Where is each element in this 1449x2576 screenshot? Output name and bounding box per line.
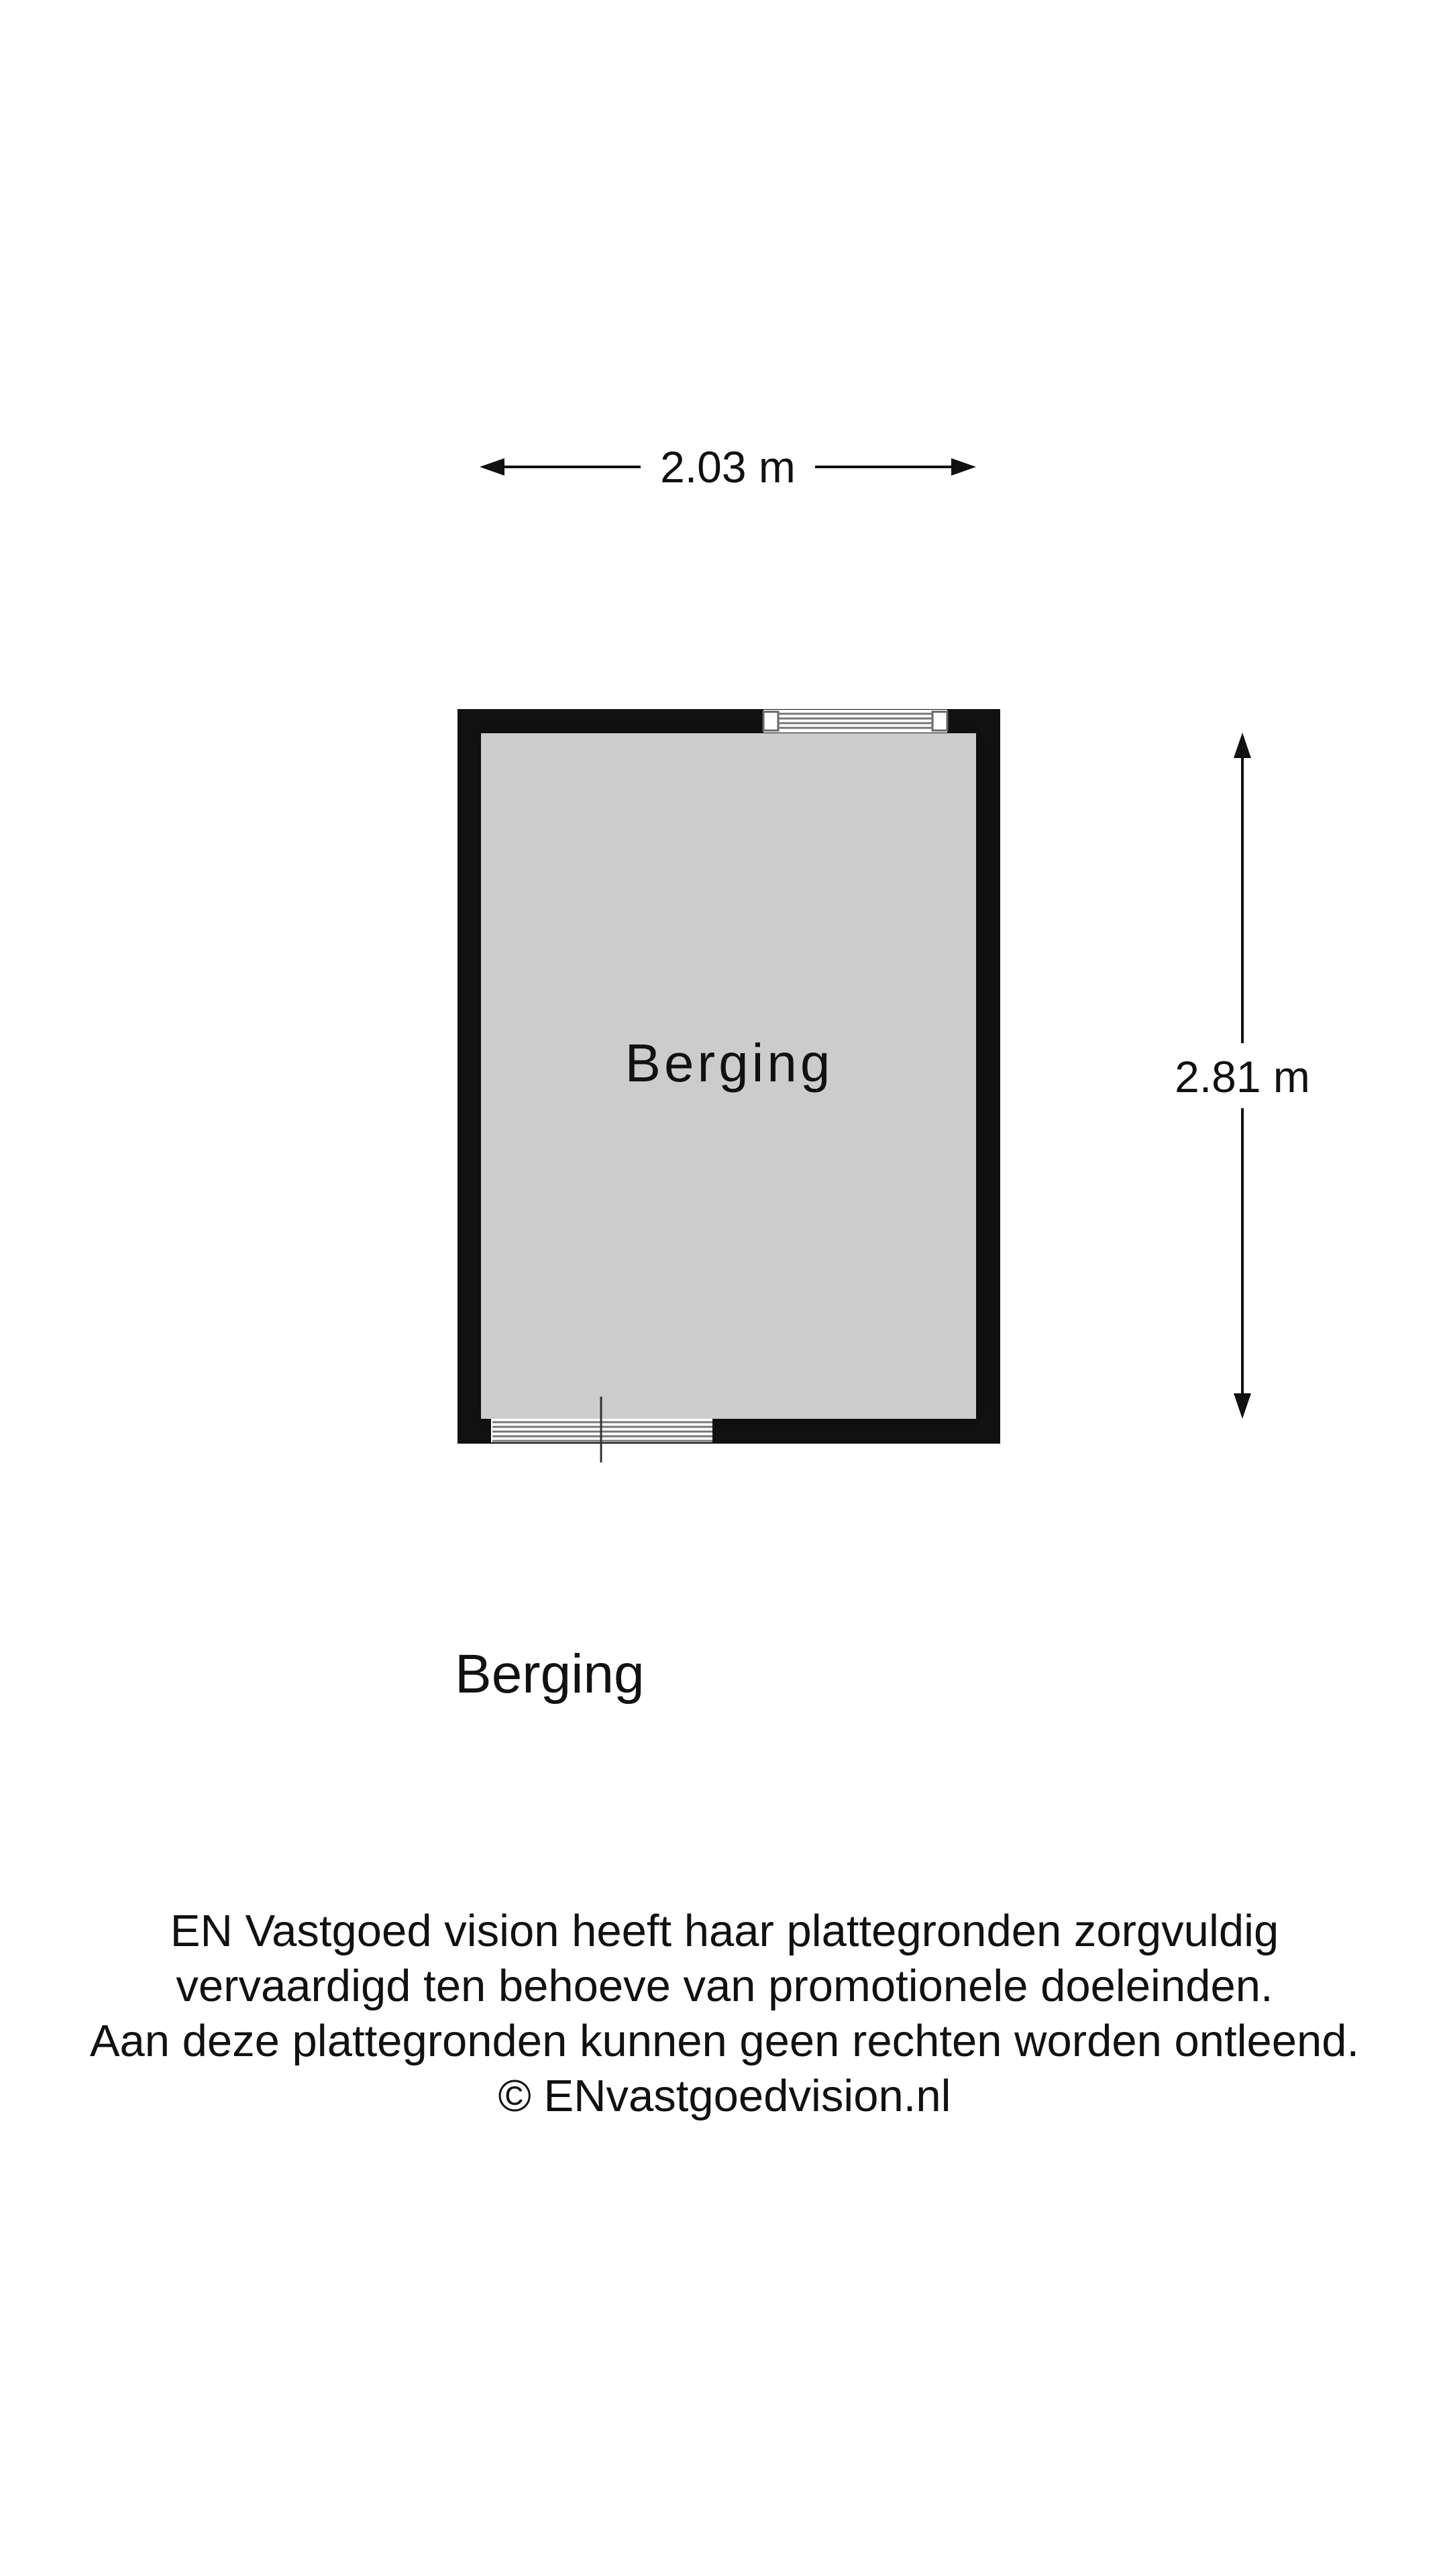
arrow-down-icon xyxy=(1234,1393,1251,1419)
arrow-left-icon xyxy=(480,458,504,476)
room-berging xyxy=(458,709,1000,1462)
disclaimer-line-2: vervaardigd ten behoeve van promotionele doeleinden. xyxy=(176,1961,1273,2011)
width-dimension-label: 2.03 m xyxy=(660,442,796,492)
disclaimer-line-3: Aan deze plattegronden kunnen geen rechten worden ontleend. xyxy=(89,2016,1360,2066)
depth-dimension-label: 2.81 m xyxy=(1175,1052,1310,1102)
floor-title: Berging xyxy=(455,1644,645,1705)
width-dimension xyxy=(480,442,976,492)
disclaimer xyxy=(0,1904,1449,2124)
room-label: Berging xyxy=(625,1033,834,1093)
disclaimer-line-1: EN Vastgoed vision heeft haar plattegronden zorgvuldig xyxy=(170,1906,1279,1956)
window-top xyxy=(763,710,947,733)
arrow-right-icon xyxy=(951,458,976,476)
arrow-up-icon xyxy=(1234,733,1251,758)
depth-dimension xyxy=(1175,733,1310,1419)
disclaimer-line-4: © ENvastgoedvision.nl xyxy=(498,2071,951,2121)
